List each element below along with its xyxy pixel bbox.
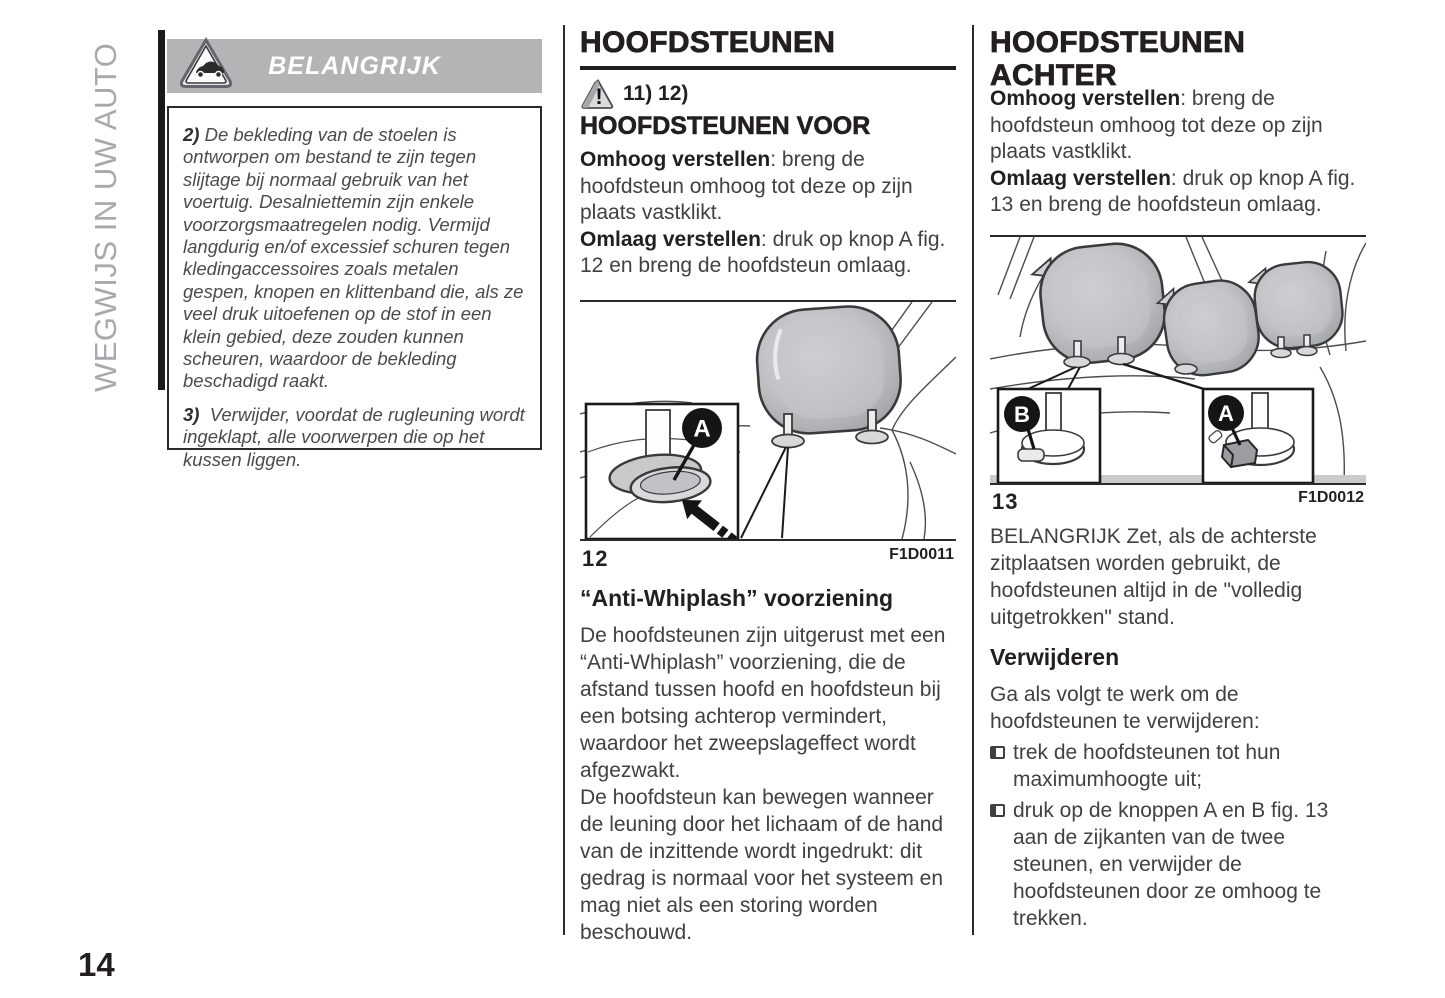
section-sidebar-label: WEGWIJS IN UW AUTO	[88, 42, 123, 392]
checkbox-bullet-icon	[990, 746, 1005, 759]
important-note-2: 2) De bekleding van de stoelen is ontworpen om bestand te zijn tegen slijtage bij normaal gebruik van het voertuig. Desalniettemin zijn enkele voorzorgsmaatregelen nodig. Vermijd langdurig en/of excessief schuren tegen kledingaccessoires zoals metalen gespen, knopen en klittenband die, als ze veel druk uitoefenen op de stof in een klein gebied, deze zouden kunnen scheuren, waardoor de bekleding beschadigd raakt.	[183, 124, 524, 392]
anti-whiplash-paragraphs	[580, 622, 958, 946]
figure-13-illustration	[990, 237, 1366, 483]
remove-step-2	[990, 797, 1368, 932]
figure-12	[580, 300, 956, 541]
figure-12-caption	[582, 546, 954, 572]
column-divider-left	[563, 25, 565, 935]
car-warning-triangle-icon	[177, 36, 235, 94]
front-headrests-paragraphs	[580, 147, 958, 280]
rear-adjust-down-paragraph: Omlaag verstellen: druk op knop A fig. 13 en breng de hoofdsteun omlaag.	[990, 166, 1356, 216]
column-divider-right	[972, 25, 974, 935]
rear-headrests-paragraphs	[990, 86, 1368, 219]
front-headrests-title: HOOFDSTEUNEN VOOR	[580, 112, 871, 140]
adjust-up-paragraph: Omhoog verstellen: breng de hoofdsteun omhoog tot deze op zijn plaats vastklikt.	[580, 148, 913, 224]
figure-12-illustration	[580, 302, 956, 539]
remove-title: Verwijderen	[990, 644, 1120, 670]
sidebar-divider-bar	[158, 30, 165, 390]
figure-13-marker-a: A	[1218, 401, 1234, 426]
figure-13-caption	[992, 489, 1364, 515]
figure-12-marker-a: A	[693, 415, 711, 443]
remove-intro: Ga als volgt te werk om de hoofdsteunen te verwijderen:	[990, 683, 1260, 733]
page-number: 14	[78, 946, 115, 983]
figure-13-number: 13	[992, 489, 1019, 514]
important-notes-box	[167, 106, 542, 470]
checkbox-bullet-icon	[990, 804, 1005, 817]
note-2-number: 2)	[183, 124, 200, 145]
anti-whiplash-paragraph-1: De hoofdsteunen zijn uitgerust met een “Anti-Whiplash” voorziening, die de afstand tussen hoofd en hoofdsteun bij een botsing achterop vermindert, waardoor het zweepslageffect wordt afgezwakt.	[580, 624, 946, 782]
important-title: BELANGRIJK	[268, 51, 441, 80]
remove-intro-block	[990, 681, 1368, 735]
section-title-hoofdsteunen-achter: HOOFDSTEUNEN ACHTER	[990, 26, 1246, 92]
adjust-down-paragraph: Omlaag verstellen: druk op knop A fig. 12 en breng de hoofdsteun omlaag.	[580, 227, 946, 277]
remove-step-1	[990, 739, 1368, 793]
rear-important-note: BELANGRIJK Zet, als de achterste zitplaatsen worden gebruikt, de hoofdsteunen altijd in de "volledig uitgetrokken" stand.	[990, 525, 1317, 629]
exclamation-warning-icon	[580, 78, 614, 110]
section-title-hoofdsteunen: HOOFDSTEUNEN	[580, 26, 956, 70]
warning-refs-row	[580, 78, 688, 110]
anti-whiplash-title: “Anti-Whiplash” voorziening	[580, 585, 894, 611]
figure-13-marker-b: B	[1014, 402, 1030, 427]
anti-whiplash-paragraph-2: De hoofdsteun kan bewegen wanneer de leuning door het lichaam of de hand van de inzittende wordt ingedrukt: dit gedrag is normaal voor het systeem en mag niet als een storing worden beschouwd.	[580, 786, 944, 944]
rear-note-block	[990, 523, 1368, 631]
warning-refs-text: 11) 12)	[623, 82, 689, 105]
rear-adjust-up-paragraph: Omhoog verstellen: breng de hoofdsteun omhoog tot deze op zijn plaats vastklikt.	[990, 87, 1323, 163]
svg-text:!: !	[595, 84, 603, 109]
figure-13-code: F1D0012	[1298, 489, 1364, 506]
important-header	[167, 39, 542, 93]
important-note-3: 3) Verwijder, voordat de rugleuning wordt ingeklapt, alle voorwerpen die op het kussen liggen.	[183, 403, 525, 470]
figure-13	[990, 235, 1366, 485]
remove-step-1-text: trek de hoofdsteunen tot hun maximumhoogte uit;	[1013, 741, 1281, 791]
note-3-number: 3)	[183, 403, 200, 425]
remove-step-2-text: druk op de knoppen A en B fig. 13 aan de zijkanten van de twee steunen, en verwijder de hoofdsteunen door ze omhoog te trekken.	[1013, 799, 1329, 930]
figure-12-number: 12	[582, 546, 609, 571]
figure-12-code: F1D0011	[889, 546, 954, 563]
